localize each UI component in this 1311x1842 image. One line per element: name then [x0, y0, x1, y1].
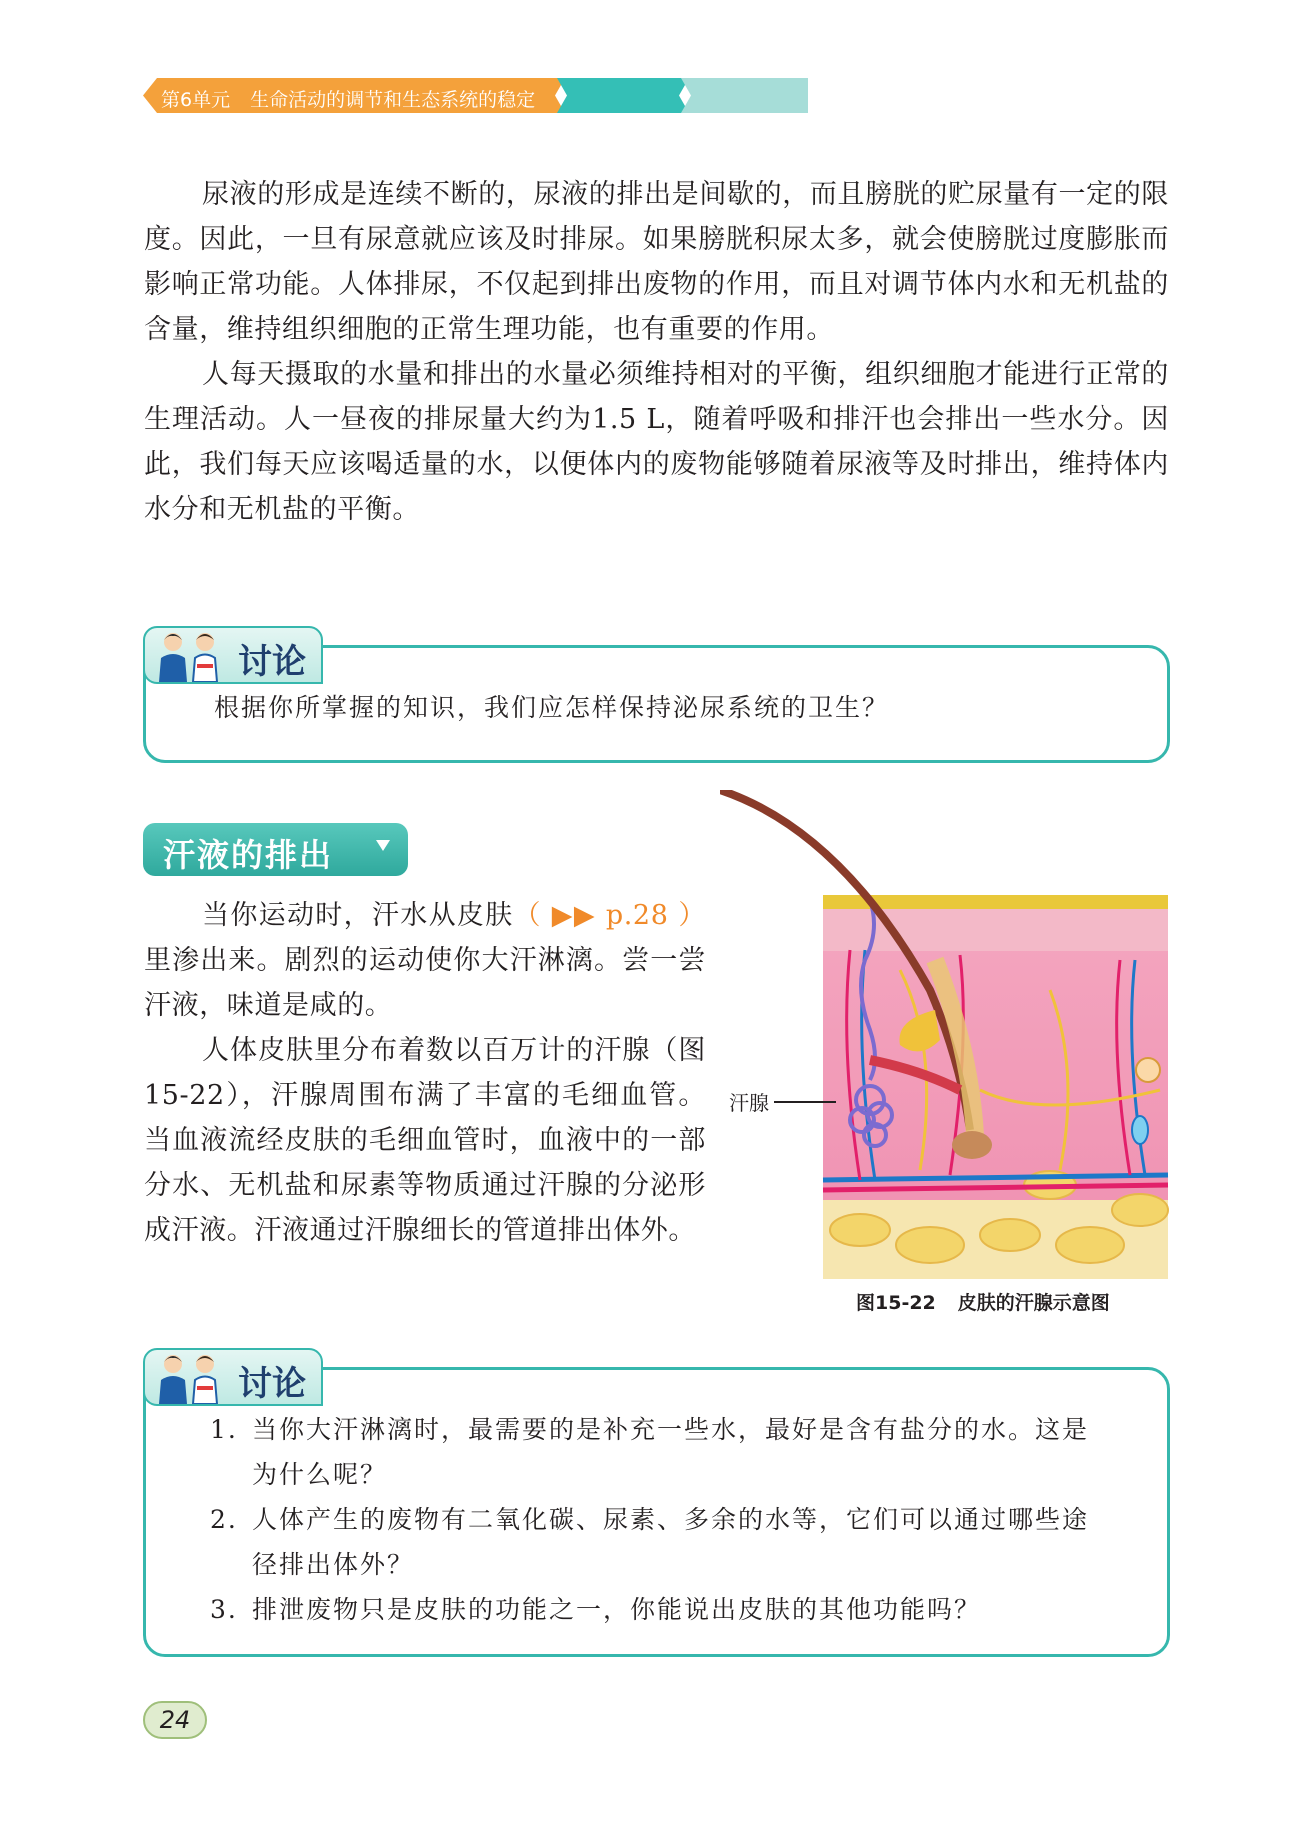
item-text: 排泄废物只是皮肤的功能之一，你能说出皮肤的其他功能吗？	[252, 1595, 982, 1624]
figure-caption	[856, 1288, 1110, 1315]
discussion-tab-1	[143, 626, 323, 684]
discussion-2-label: 讨论	[238, 1364, 306, 1404]
discussion-tab-2	[143, 1348, 323, 1406]
page-number: 24	[143, 1701, 207, 1739]
paragraph-urine-formation: 尿液的形成是连续不断的，尿液的排出是间歇的，而且膀胱的贮尿量有一定的限度。因此，一旦有尿意就应该及时排尿。如果膀胱积尿太多，就会使膀胱过度膨胀而影响正常功能。人体排尿，不仅起到排出废物的作用，而且对调节体内水和无机盐的含量，维持组织细胞的正常生理功能，也有重要的作用。	[144, 179, 1169, 345]
label-sweat-gland: 汗腺	[729, 1091, 769, 1115]
section-heading-sweat	[143, 823, 408, 876]
discussion-2-item-3	[210, 1587, 1110, 1632]
header-unit: 第6单元	[161, 89, 231, 111]
header-title: 生命活动的调节和生态系统的稳定	[250, 89, 536, 111]
main-text	[144, 172, 1169, 532]
students-icon	[153, 630, 225, 682]
page-reference-link[interactable]: （ ▶▶ p.28 ）	[513, 900, 706, 931]
sweat-text	[144, 893, 706, 1253]
figure-number: 图15-22	[856, 1292, 936, 1314]
paragraph-sweat-2: 人体皮肤里分布着数以百万计的汗腺（图15-22），汗腺周围布满了丰富的毛细血管。当血液流经皮肤的毛细血管时，血液中的一部分水、无机盐和尿素等物质通过汗腺的分泌形成汗液。汗液通过汗腺细长的管道排出体外。	[144, 1035, 706, 1246]
triangle-down-icon	[376, 840, 390, 851]
item-number: 1.	[210, 1415, 238, 1444]
students-icon	[153, 1352, 225, 1404]
paragraph-water-balance: 人每天摄取的水量和排出的水量必须维持相对的平衡，组织细胞才能进行正常的生理活动。人一昼夜的排尿量大约为1.5 L，随着呼吸和排汗也会排出一些水分。因此，我们每天应该喝适量的水，以便体内的废物能够随着尿液等及时排出，维持体内水分和无机盐的平衡。	[144, 359, 1169, 525]
label-leader-line	[774, 1101, 836, 1103]
discussion-1-label: 讨论	[238, 642, 306, 682]
discussion-2-item-2	[210, 1497, 1110, 1587]
figure-title: 皮肤的汗腺示意图	[957, 1292, 1110, 1314]
discussion-2-item-1	[210, 1407, 1110, 1497]
chapter-header-bar	[143, 78, 808, 113]
item-text: 人体产生的废物有二氧化碳、尿素、多余的水等，它们可以通过哪些途径排出体外？	[252, 1505, 1090, 1579]
header-light-segment	[681, 78, 808, 113]
item-number: 3.	[210, 1595, 238, 1624]
header-text	[161, 85, 535, 112]
section-title: 汗液的排出	[163, 836, 334, 874]
item-text: 当你大汗淋漓时，最需要的是补充一些水，最好是含有盐分的水。这是为什么呢？	[252, 1415, 1090, 1489]
sweat-p1-end: 里渗出来。剧烈的运动使你大汗淋漓。尝一尝汗液，味道是咸的。	[144, 945, 706, 1021]
paragraph-sweat-1	[144, 893, 706, 1028]
header-teal-segment	[557, 78, 689, 113]
skin-sweat-gland-diagram	[720, 790, 1170, 1290]
item-number: 2.	[210, 1505, 238, 1534]
sweat-p1-start: 当你运动时，汗水从皮肤	[202, 900, 514, 931]
discussion-1-question: 根据你所掌握的知识，我们应怎样保持泌尿系统的卫生？	[214, 693, 890, 722]
